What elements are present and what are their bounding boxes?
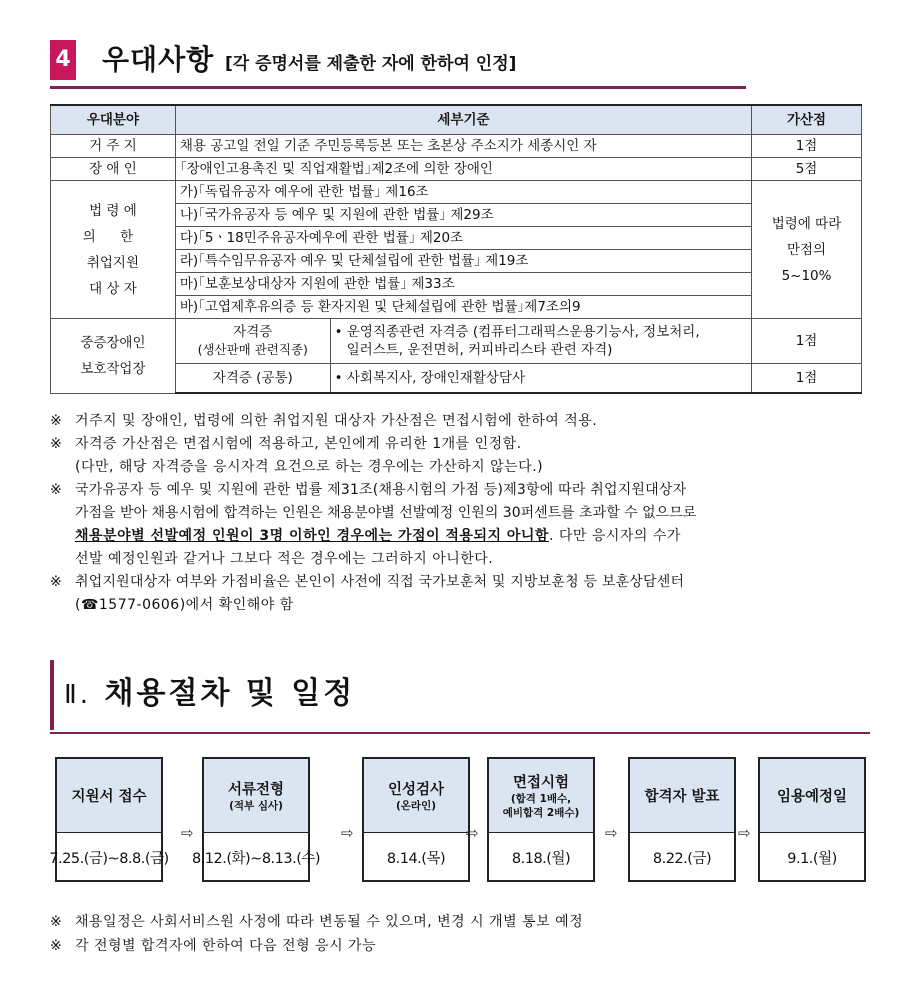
cert-line: (생산판매 관련직종) <box>197 342 308 357</box>
arrow-icon: ⇨ <box>605 824 618 842</box>
step-subtitle: (온라인) <box>395 800 437 812</box>
cert-production-detail <box>330 319 751 364</box>
criteria-law-item: 마)｢보훈보상대상자 지원에 관한 법률｣ 제33조 <box>175 273 751 296</box>
note-item <box>50 479 870 502</box>
note-text: (다만, 해당 자격증을 응시자격 요건으로 하는 경우에는 가산하지 않는다.) <box>75 459 544 475</box>
step-title: 임용예정일 <box>776 789 848 805</box>
cert-detail-line: 일러스트, 운전면허, 커피바리스타 관련 자격) <box>346 342 613 358</box>
section-title-text: 우대사항 <box>102 43 215 76</box>
cert-detail-line: • 운영직종관련 자격증 (컴퓨터그래픽스운용기능사, 정보처리, <box>334 324 700 340</box>
step-title: 면접시험 <box>512 775 570 791</box>
step-personality-test <box>362 757 470 882</box>
section-title <box>102 40 516 84</box>
process-flow <box>49 757 865 882</box>
step-date: 8.18.(월) <box>511 850 571 867</box>
arrow-icon: ⇨ <box>341 824 354 842</box>
step-subtitle: 예비합격 2배수) <box>502 807 580 819</box>
step-header <box>760 759 864 833</box>
criteria-law-item: 라)｢특수임무유공자 예우 및 단체설립에 관한 법률｣ 제19조 <box>175 250 751 273</box>
field-line: 의 한 <box>82 228 144 245</box>
step-date: 8.14.(목) <box>386 850 446 867</box>
header-criteria: 세부기준 <box>175 105 751 135</box>
note-item <box>50 910 870 934</box>
field-workshop <box>51 319 176 394</box>
section-title <box>64 668 355 712</box>
note-text-rest: . 다만 응시자의 수가 <box>548 528 681 544</box>
note-item <box>50 433 870 456</box>
preference-table <box>50 104 862 394</box>
step-date: 9.1.(월) <box>787 850 837 867</box>
table-row <box>51 135 862 158</box>
note-text: (☎1577-0606)에서 확인해야 함 <box>75 597 294 613</box>
note-mark: ※ <box>50 914 63 930</box>
arrow-icon: ⇨ <box>181 824 194 842</box>
points-disabled: 5점 <box>752 158 862 181</box>
note-mark: ※ <box>50 482 63 498</box>
header-field: 우대분야 <box>51 105 176 135</box>
note-text: 국가유공자 등 예우 및 지원에 관한 법률 제31조(채용시험의 가점 등)제3항에 따라 취업지원대상자 <box>75 482 687 498</box>
note-text: 선발 예정인원과 같거나 그보다 적은 경우에는 그러하지 아니한다. <box>75 551 494 567</box>
note-mark: ※ <box>50 938 63 954</box>
criteria-law-item: 가)｢독립유공자 예우에 관한 법률｣ 제16조 <box>175 181 751 204</box>
note-text: 각 전형별 합격자에 한하여 다음 전형 응시 가능 <box>75 938 377 954</box>
step-interview <box>487 757 595 882</box>
field-employment-support <box>51 181 176 319</box>
cert-production <box>175 319 330 364</box>
section-number-badge: 4 <box>50 40 76 80</box>
note-mark: ※ <box>50 436 63 452</box>
criteria-residence: 채용 공고일 전일 기준 주민등록등본 또는 초본상 주소지가 세종시인 자 <box>175 135 751 158</box>
notes-section <box>50 410 870 617</box>
arrow-icon: ⇨ <box>466 824 479 842</box>
table-header-row <box>51 105 862 135</box>
note-mark: ※ <box>50 413 63 429</box>
step-date: 8.22.(금) <box>652 850 712 867</box>
step-header <box>364 759 468 833</box>
step-application <box>49 757 169 882</box>
header-points: 가산점 <box>752 105 862 135</box>
note-text: 자격증 가산점은 면접시험에 적용하고, 본인에게 유리한 1개를 인정함. <box>75 436 522 452</box>
schedule-notes <box>50 910 870 958</box>
criteria-disabled: ｢장애인고용촉진 및 직업재활법｣제2조에 의한 장애인 <box>175 158 751 181</box>
points-line: 5~10% <box>781 267 832 284</box>
note-text <box>50 525 870 548</box>
points-employment-support <box>752 181 862 319</box>
section-accent-bar <box>50 660 54 730</box>
points-residence: 1점 <box>752 135 862 158</box>
section-title-text: 채용절차 및 일정 <box>104 676 356 711</box>
field-line: 중증장애인 <box>80 334 146 351</box>
field-line: 보호작업장 <box>80 360 146 377</box>
step-title: 지원서 접수 <box>71 789 147 805</box>
section-subtitle: [각 증명서를 제출한 자에 한하여 인정] <box>224 54 517 74</box>
step-announcement <box>628 757 736 882</box>
points-cert-production: 1점 <box>752 319 862 364</box>
step-appointment <box>758 757 866 882</box>
criteria-law-item: 바)｢고엽제후유의증 등 환자지원 및 단체설립에 관한 법률｣제7조의9 <box>175 296 751 319</box>
step-subtitle: (적부 심사) <box>229 800 283 812</box>
cert-line: 자격증 <box>233 324 273 340</box>
criteria-law-item: 나)｢국가유공자 등 예우 및 지원에 관한 법률｣ 제29조 <box>175 204 751 227</box>
note-item <box>50 571 870 594</box>
step-header <box>57 759 161 833</box>
note-text: 채용일정은 사회서비스원 사정에 따라 변동될 수 있으며, 변경 시 개별 통보 예정 <box>75 914 584 930</box>
section-4-header <box>50 38 750 90</box>
section-2-header <box>50 660 870 735</box>
note-mark: ※ <box>50 574 63 590</box>
field-line: 법 령 에 <box>89 202 137 219</box>
step-document-screening <box>191 757 321 882</box>
step-title: 합격자 발표 <box>644 789 720 805</box>
step-date: 8.12.(화)~8.13.(수) <box>191 850 321 867</box>
points-cert-common: 1점 <box>752 364 862 394</box>
points-line: 만점의 <box>786 241 827 258</box>
criteria-law-item: 다)｢5ㆍ18민주유공자예우에 관한 법률｣ 제20조 <box>175 227 751 250</box>
note-item <box>50 410 870 433</box>
step-title: 서류전형 <box>227 782 285 798</box>
field-line: 취업지원 <box>86 254 139 271</box>
table-row <box>51 158 862 181</box>
step-header <box>204 759 308 833</box>
note-item <box>50 934 870 958</box>
cert-common: 자격증 (공통) <box>175 364 330 394</box>
note-text: 거주지 및 장애인, 법령에 의한 취업지원 대상자 가산점은 면접시험에 한하여 적용. <box>75 413 598 429</box>
field-residence: 거 주 지 <box>51 135 176 158</box>
arrow-icon: ⇨ <box>738 824 751 842</box>
field-line: 대 상 자 <box>89 280 137 297</box>
step-header <box>630 759 734 833</box>
table-row <box>51 181 862 204</box>
note-text: 취업지원대상자 여부와 가점비율은 본인이 사전에 직접 국가보훈처 및 지방보훈청 등 보훈상담센터 <box>75 574 685 590</box>
section-divider <box>50 732 870 734</box>
note-text: 가점을 받아 채용시험에 합격하는 인원은 채용분야별 선발예정 인원의 30퍼센트를 초과할 수 없으므로 <box>75 505 697 521</box>
step-header <box>489 759 593 833</box>
field-disabled: 장 애 인 <box>51 158 176 181</box>
section-roman-numeral: Ⅱ. <box>64 680 92 710</box>
table-row <box>51 319 862 364</box>
cert-common-detail: • 사회복지사, 장애인재활상담사 <box>330 364 751 394</box>
section-divider <box>50 86 746 89</box>
step-date: 7.25.(금)~8.8.(금) <box>49 850 169 867</box>
step-subtitle: (합격 1배수, <box>510 793 572 805</box>
note-emphasis: 채용분야별 선발예정 인원이 3명 이하인 경우에는 가점이 적용되지 아니함 <box>75 528 549 544</box>
points-line: 법령에 따라 <box>771 215 842 232</box>
step-title: 인성검사 <box>387 782 445 798</box>
